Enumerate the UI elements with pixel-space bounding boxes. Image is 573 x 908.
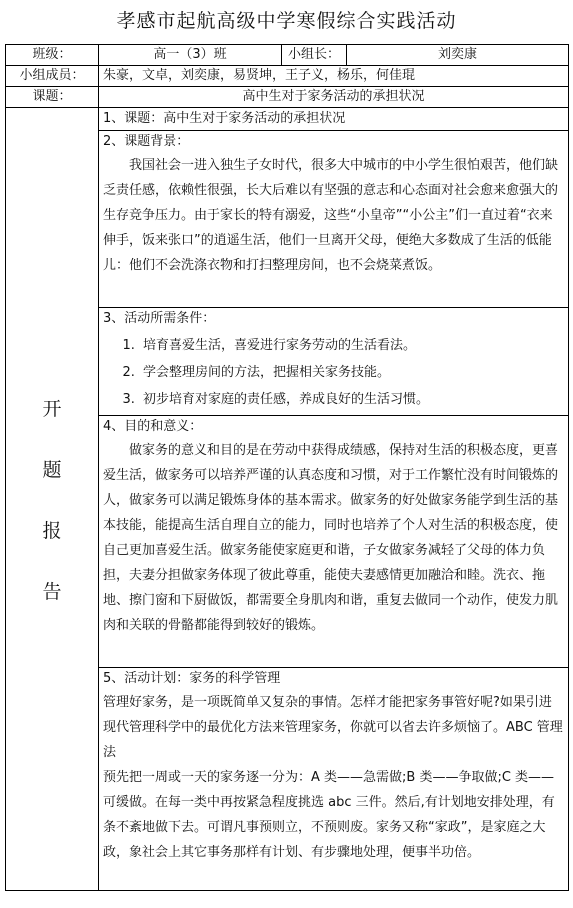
section-topic <box>99 108 569 131</box>
document-title: 孝感市起航高级中学寒假综合实践活动 <box>116 10 457 32</box>
purpose-text: 做家务的意义和目的是在劳动中获得成绩感，保持对生活的积极态度，更喜爱生活，做家务可以培养严谨的认真态度和习惯，对于工作繁忙没有时间锻炼的人，做家务可以满足锻炼身体的基本需求。做家务的好处做家务能学到生活的基本技能，能提高生活自理自立的能力，同时也培养了个人对生活的积极态度，使自己更加喜爱生活。做家务能使家庭更和谐，子女做家务减轻了父母的体力负担，夫妻分担做家务体现了彼此尊重，能使夫妻感情更加融洽和睦。洗衣、拖地、擦门窗和下厨做饭，都需要全身肌肉和谐，重复去做同一个动作，使发力肌肉和关联的骨骼都能得到较好的锻炼。 <box>103 443 559 633</box>
section-background <box>99 131 569 308</box>
section-heading: 5、活动计划：家务的科学管理 <box>103 671 281 686</box>
section-conditions <box>99 308 569 416</box>
section-heading: 1、课题：高中生对于家务活动的承担状况 <box>103 111 346 126</box>
plan-text: 预先把一周或一天的家务逐一分为：A 类——急需做;B 类——争取做;C 类——可缓做。在每一类中再按紧急程度挑选 abc 三件。然后,有计划地安排处理，有条不紊地做下去。可谓凡事预则立，不预则废。家务又称“家政”，是家庭之大政，象社会上其它事务那样有计划、有步骤地处理，便事半功倍。 <box>103 770 555 860</box>
row-members <box>6 66 569 87</box>
background-text: 我国社会一进入独生子女时代，很多大中城市的中小学生很怕艰苦，他们缺乏责任感，依赖性很强，长大后难以有坚强的意志和心态面对社会愈来愈强大的生存竞争压力。由于家长的特有溺爱，这些“小皇帝”“小公主”们一直过着“衣来伸手，饭来张口”的逍遥生活，他们一旦离开父母，便绝大多数成了生活的低能儿：他们不会洗涤衣物和打扫整理房间，也不会烧菜煮饭。 <box>103 158 559 273</box>
side-char: 告 <box>42 581 62 603</box>
row-topic <box>6 87 569 108</box>
topic-value: 高中生对于家务活动的承担状况 <box>99 87 569 108</box>
class-label: 班级： <box>6 45 99 66</box>
section-plan <box>99 668 569 891</box>
side-char: 题 <box>42 459 62 481</box>
list-item: 2. 学会整理房间的方法，把握相关家务技能。 <box>139 359 564 386</box>
leader-value: 刘奕康 <box>347 45 569 66</box>
side-char: 报 <box>42 520 62 542</box>
list-item: 1. 培育喜爱生活，喜爱进行家务劳动的生活看法。 <box>139 332 564 359</box>
form-table <box>5 44 569 891</box>
section-heading: 3、活动所需条件： <box>103 311 216 326</box>
list-item: 3. 初步培育对家庭的责任感，养成良好的生活习惯。 <box>139 386 564 413</box>
section-heading: 4、目的和意义： <box>103 419 203 434</box>
section-purpose <box>99 416 569 668</box>
members-value: 朱豪，文卓，刘奕康，易贤坤，王子义，杨乐，何佳琨 <box>99 66 569 87</box>
row-class <box>6 45 569 66</box>
members-label: 小组成员： <box>6 66 99 87</box>
topic-label: 课题： <box>6 87 99 108</box>
conditions-list <box>103 332 564 413</box>
plan-text: 管理好家务，是一项既简单又复杂的事情。怎样才能把家务事管好呢?如果引进现代管理科学中的最优化方法来管理家务，你就可以省去许多烦恼了。ABC 管理法 <box>103 695 563 760</box>
section-topic-row <box>6 108 569 131</box>
leader-label: 小组长： <box>282 45 347 66</box>
side-char: 开 <box>42 398 62 420</box>
section-heading: 2、课题背景： <box>103 134 190 149</box>
class-value: 高一（3）班 <box>99 45 282 66</box>
opening-report-label <box>6 108 99 891</box>
